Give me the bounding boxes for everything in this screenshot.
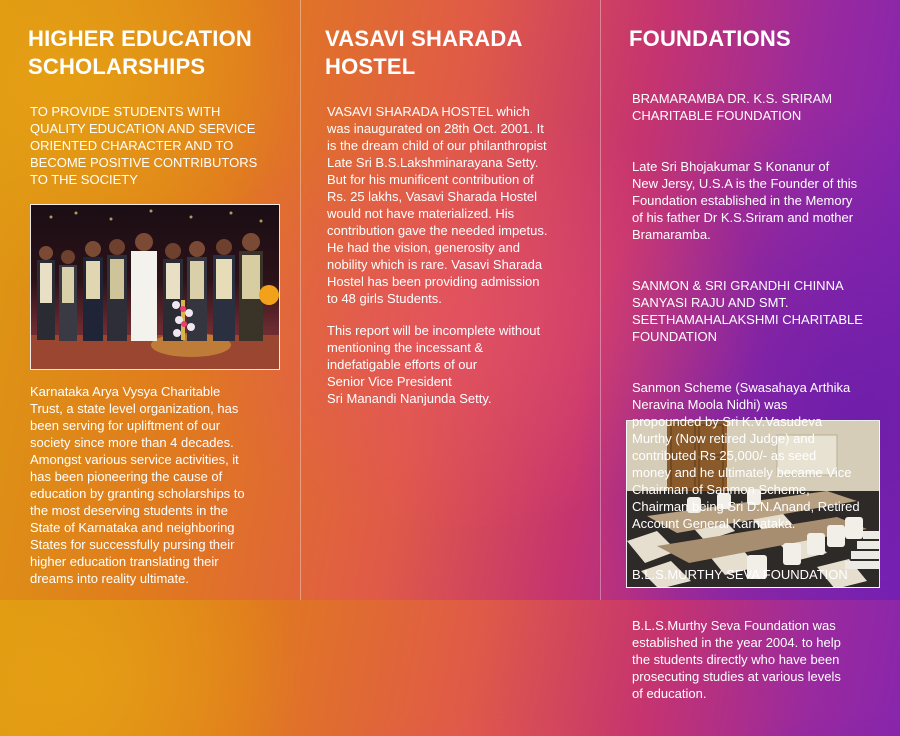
foundation-heading-sriram: BRAMARAMBA DR. K.S. SRIRAM CHARITABLE FOUNDATION xyxy=(632,91,833,123)
foundation-text-sriram: Late Sri Bhojakumar S Konanur of New Jersy, U.S.A is the Founder of this Foundation established in the Memory of his father Dr K.S.Sriram and mother Bramaramba. xyxy=(632,159,858,242)
foundations-title: FOUNDATIONS xyxy=(629,26,791,51)
foundation-heading-sanmon: SANMON & SRI GRANDHI CHINNA SANYASI RAJU AND SMT. SEETHAMAHALAKSHMI CHARITABLE FOUNDATION xyxy=(632,278,863,344)
scholarships-intro: TO PROVIDE STUDENTS WITH QUALITY EDUCATION AND SERVICE ORIENTED CHARACTER AND TO BECOME POSITIVE CONTRIBUTORS TO THE SOCIETY xyxy=(30,104,258,187)
felicitation-photo xyxy=(30,204,280,370)
foundation-text-sanmon: Sanmon Scheme (Swasahaya Arthika Neravina Moola Nidhi) was propounded by Sri K.V.Vasudeva Murthy (Now retired Judge) and contributed Rs 25,000/- as seed money and he ultimately became Vice Chairman of Sanmon Scheme, Chairman being Sri D.N.Anand, Retired Account General Karnataka. xyxy=(632,380,860,531)
scholarships-column xyxy=(0,0,300,600)
scholarships-body: Karnataka Arya Vysya Charitable Trust, a state level organization, has been serving for upliftment of our society since more than 4 decades. Amongst various service activities, it has been pioneering the cause of education by granting scholarships to the most deserving students in the State of Karnataka and neighboring States for successfully pursing their higher education translating their dreams into reality ultimate. xyxy=(30,384,245,586)
foundations-list xyxy=(632,73,882,736)
hostel-column xyxy=(300,0,600,600)
scholarships-title: HIGHER EDUCATION SCHOLARSHIPS xyxy=(28,26,253,79)
hostel-paragraph-2: This report will be incomplete without mentioning the incessant & indefatigable efforts of our Senior Vice President Sri Manandi Nanjunda Setty. xyxy=(327,323,541,406)
foundation-heading-blsmurthy: B.L.S.MURTHY SEVA FOUNDATION xyxy=(632,567,848,582)
foundations-column xyxy=(600,0,900,701)
hostel-title: VASAVI SHARADA HOSTEL xyxy=(325,26,523,79)
foundation-text-blsmurthy: B.L.S.Murthy Seva Foundation was established in the year 2004. to help the students directly who have been prosecuting studies at various levels of education. xyxy=(632,618,841,701)
hostel-paragraph-1: VASAVI SHARADA HOSTEL which was inaugurated on 28th Oct. 2001. It is the dream child of our philanthropist Late Sri B.S.Lakshminarayana Setty. But for his munificent contribution of Rs. 25 lakhs, Vasavi Sharada Hostel would not have materialized. His contribution gave the needed impetus. He had the vision, generosity and nobility which is rare. Vasavi Sharada Hostel has been providing admission to 48 girls Students. xyxy=(327,104,548,306)
